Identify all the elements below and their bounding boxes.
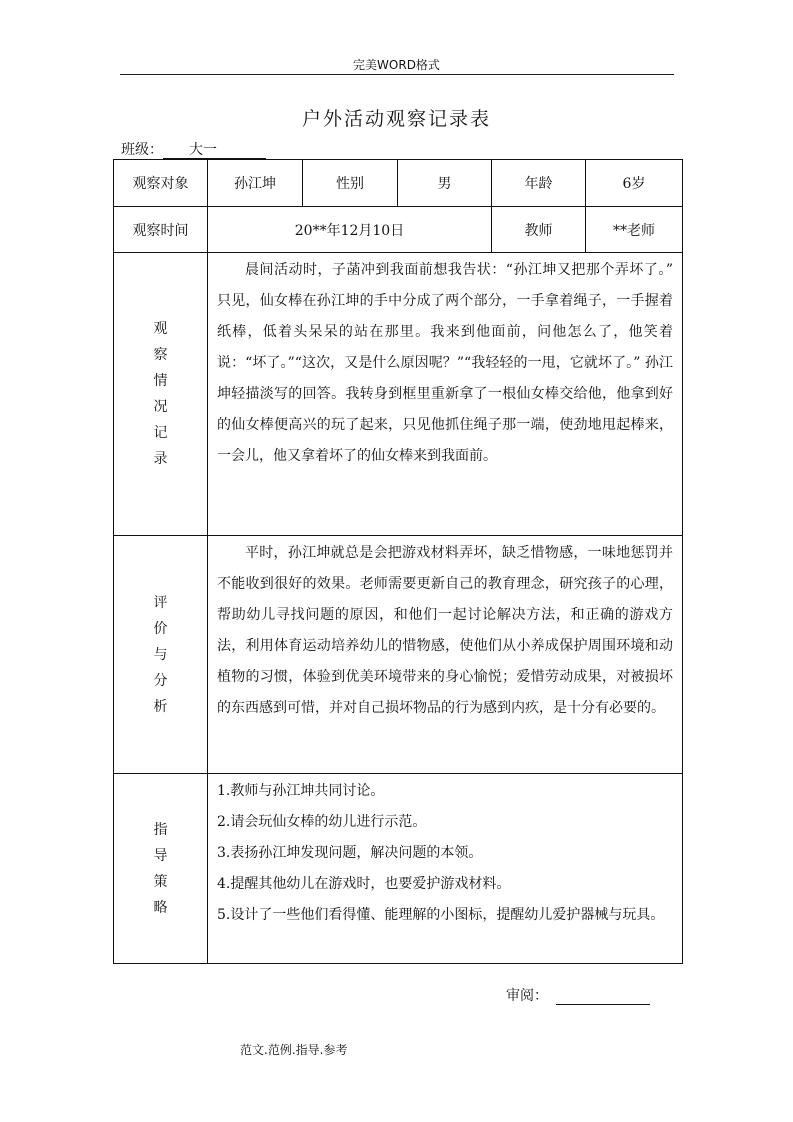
- table-row-time: [114, 207, 683, 253]
- review-signature-line: [556, 987, 650, 1005]
- gender-label: 性别: [303, 160, 398, 207]
- page-footer: 范文.范例.指导.参考: [240, 1043, 348, 1057]
- table-row-evaluation: [114, 536, 683, 774]
- observation-cell: [208, 253, 683, 536]
- list-item: 1.教师与孙江坤共同讨论。: [217, 783, 385, 799]
- class-field: [121, 139, 266, 159]
- review-field: [506, 985, 650, 1005]
- evaluation-label-cell: [114, 536, 208, 774]
- time-label: 观察时间: [114, 207, 208, 253]
- list-item: 3.表扬孙江坤发现问题，解决问题的本领。: [217, 845, 483, 861]
- table-row-observation: [114, 253, 683, 536]
- observation-label-cell: [114, 253, 208, 536]
- class-value: 大一: [163, 142, 266, 159]
- evaluation-cell: [208, 536, 683, 774]
- table-row-guidance: [114, 774, 683, 964]
- guidance-label-cell: [114, 774, 208, 964]
- evaluation-text: 平时，孙江坤就总是会把游戏材料弄坏，缺乏惜物感，一味地惩罚并不能收到很好的效果。老师需要更新自己的教育理念，研究孩子的心理，帮助幼儿寻找问题的原因，和他们一起讨论解决方法，和正确的游戏方法，利用体育运动培养幼儿的惜物感，使他们从小养成保护周围环境和动植物的习惯，体验到优美环境带来的身心愉悦；爱惜劳动成果，对被损坏的东西感到可惜，并对自己损坏物品的行为感到内疚，是十分有必要的。: [217, 545, 673, 716]
- page-header: 完美WORD格式: [353, 58, 440, 72]
- page-title: 户外活动观察记录表: [301, 108, 491, 130]
- time-value: 20**年12月10日: [208, 207, 492, 253]
- guidance-list: [208, 774, 682, 931]
- review-label: 审阅：: [506, 988, 548, 1004]
- observation-record-table: [113, 159, 683, 964]
- list-item: 2.请会玩仙女棒的幼儿进行示范。: [217, 814, 427, 830]
- observation-label: 观察情况记录: [153, 321, 168, 467]
- list-item: 4.提醒其他幼儿在游戏时，也要爱护游戏材料。: [217, 876, 511, 892]
- age-label: 年龄: [492, 160, 586, 207]
- table-row-subject: [114, 160, 683, 207]
- subject-label: 观察对象: [114, 160, 208, 207]
- evaluation-label: 评价与分析: [153, 594, 168, 715]
- class-label: 班级：: [121, 142, 163, 158]
- list-item: 5.设计了一些他们看得懂、能理解的小图标，提醒幼儿爱护器械与玩具。: [217, 907, 665, 923]
- subject-value: 孙江坤: [208, 160, 303, 207]
- gender-value: 男: [398, 160, 492, 207]
- guidance-label: 指导策略: [153, 821, 168, 916]
- age-value: 6岁: [586, 160, 683, 207]
- header-divider: [120, 74, 674, 75]
- guidance-cell: [208, 774, 683, 964]
- observation-text: 晨间活动时，子菡冲到我面前想我告状：“孙江坤又把那个弄坏了。” 只见，仙女棒在孙江坤的手中分成了两个部分，一手拿着绳子，一手握着纸棒，低着头呆呆的站在那里。我来到他面前，问他怎么了，他笑着说：“坏了。”“这次，又是什么原因呢？”“我轻轻的一甩，它就坏了。” 孙江坤轻描淡写的回答。我转身到框里重新拿了一根仙女棒交给他，他拿到好的仙女棒便高兴的玩了起来，只见他抓住绳子那一端，使劲地甩起棒来，一会儿，他又拿着坏了的仙女棒来到我面前。: [217, 262, 673, 464]
- teacher-label: 教师: [492, 207, 586, 253]
- teacher-value: **老师: [586, 207, 683, 253]
